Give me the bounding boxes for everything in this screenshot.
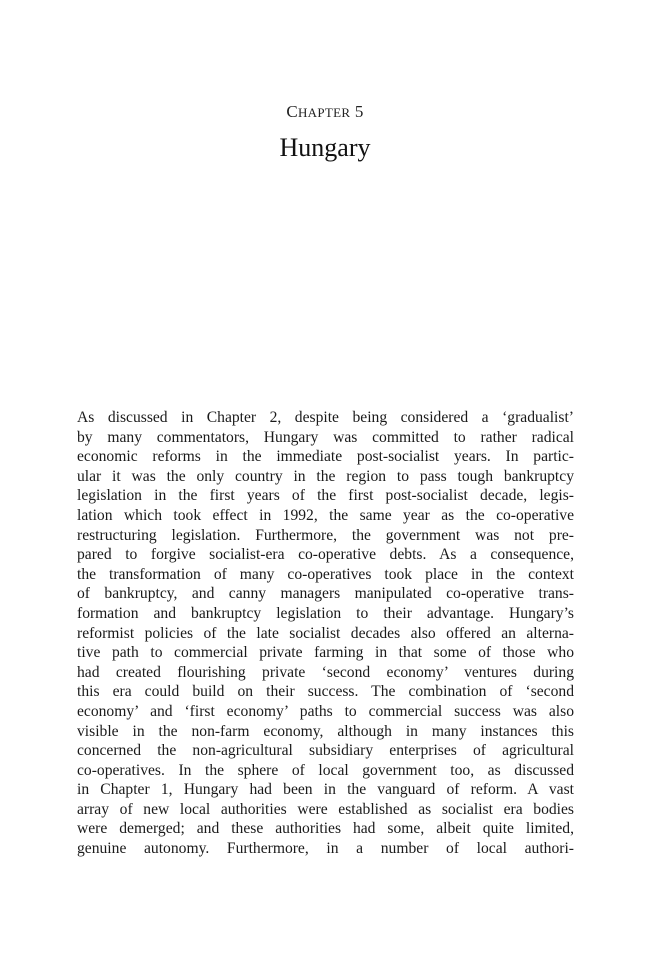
text-line: this era could build on their success. The combination of ‘second xyxy=(77,683,574,701)
text-line: were demerged; and these authorities had some, albeit quite limited, xyxy=(77,820,574,838)
text-line: co-operatives. In the sphere of local government too, as discussed xyxy=(77,761,574,779)
chapter-label-initial: C xyxy=(286,102,298,121)
text-line: economic reforms in the immediate post-socialist years. In partic- xyxy=(77,448,574,466)
body-paragraph xyxy=(77,408,574,859)
text-line: the transformation of many co-operatives took place in the context xyxy=(77,565,574,583)
chapter-title: Hungary xyxy=(279,133,371,162)
text-line: visible in the non-farm economy, although in many instances this xyxy=(77,722,574,740)
text-line: concerned the non-agricultural subsidiary enterprises of agricultural xyxy=(77,742,574,760)
text-line: restructuring legislation. Furthermore, the government was not pre- xyxy=(77,526,574,544)
chapter-label xyxy=(0,102,650,122)
text-line: by many commentators, Hungary was committed to rather radical xyxy=(77,428,574,446)
text-line: ular it was the only country in the region to pass tough bankruptcy xyxy=(77,467,574,485)
text-line: tive path to commercial private farming in that some of those who xyxy=(77,644,574,662)
text-line: lation which took effect in 1992, the same year as the co-operative xyxy=(77,506,574,524)
chapter-number: 5 xyxy=(354,102,364,121)
text-line: pared to forgive socialist-era co-operative debts. As a consequence, xyxy=(77,546,574,564)
text-line: legislation in the first years of the first post-socialist decade, legis- xyxy=(77,487,574,505)
text-line: reformist policies of the late socialist decades also offered an alterna- xyxy=(77,624,574,642)
text-line: As discussed in Chapter 2, despite being considered a ‘gradualist’ xyxy=(77,409,574,426)
text-line: formation and bankruptcy legislation to their advantage. Hungary’s xyxy=(77,604,574,622)
text-line: economy’ and ‘first economy’ paths to commercial success was also xyxy=(77,702,574,720)
text-line: of bankruptcy, and canny managers manipulated co-operative trans- xyxy=(77,585,574,603)
text-line: genuine autonomy. Furthermore, in a number of local authori- xyxy=(77,840,574,858)
text-line: array of new local authorities were established as socialist era bodies xyxy=(77,800,574,818)
text-line: in Chapter 1, Hungary had been in the vanguard of reform. A vast xyxy=(77,781,574,799)
chapter-label-smallcaps: HAPTER xyxy=(297,105,351,120)
text-line: had created flourishing private ‘second economy’ ventures during xyxy=(77,663,574,681)
